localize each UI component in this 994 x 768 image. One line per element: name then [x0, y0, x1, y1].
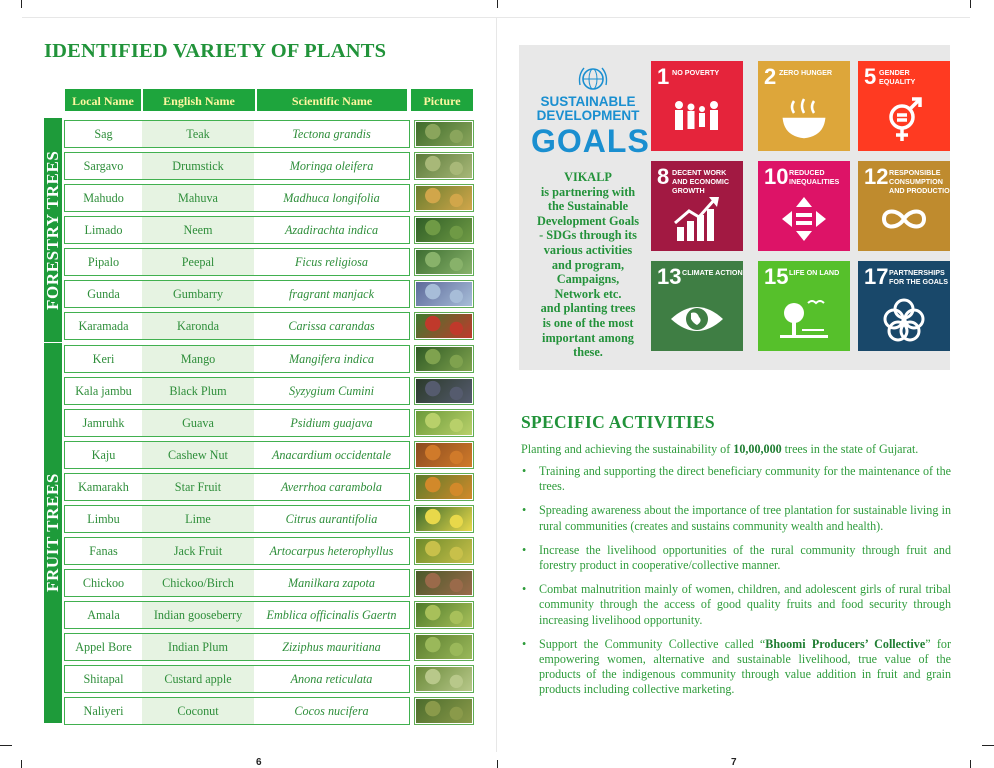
plant-row	[64, 310, 494, 342]
english-name-cell: Peepal	[142, 248, 254, 276]
sdg-goal-number: 15	[764, 264, 789, 289]
english-name-cell: Teak	[142, 120, 254, 148]
english-name-cell: Indian Plum	[142, 633, 254, 661]
plant-photo	[414, 537, 474, 565]
plant-photo	[414, 505, 474, 533]
english-name-cell: Cashew Nut	[142, 441, 254, 469]
crop-mark	[497, 760, 498, 768]
un-emblem-icon	[575, 65, 611, 95]
local-name-cell: Chickoo	[64, 569, 142, 597]
plant-photo-image	[416, 539, 472, 563]
collective-name: Bhoomi Producers’ Collective	[765, 636, 926, 651]
activity-item: • Training and supporting the direct beneficiary community for the maintenance of the trees.	[521, 464, 951, 494]
scientific-name-cell: Tectona grandis	[254, 120, 410, 148]
fruit-section-label: FRUIT TREES	[43, 473, 62, 593]
crop-mark	[0, 745, 12, 746]
column-header-picture: Picture	[410, 88, 474, 112]
local-name-cell: Shitapal	[64, 665, 142, 693]
left-page	[24, 18, 496, 768]
scientific-name-cell: Emblica officinalis Gaertn	[254, 601, 410, 629]
sdg-partner-line: Network etc.	[554, 286, 622, 301]
sdg-goal-number: 17	[864, 264, 889, 289]
scientific-name-cell: Ficus religiosa	[254, 248, 410, 276]
plant-photo-image	[416, 347, 472, 371]
sdg-partner-line: the Sustainable	[547, 199, 629, 214]
plant-row	[64, 535, 494, 567]
plant-row	[64, 246, 494, 278]
sdg-goal-number: 12	[864, 164, 889, 189]
activity-item: • Spreading awareness about the importance of tree plantation for sustainable living in rural communities (creates and sustains community wealth and health).	[521, 503, 951, 533]
sdg-partner-line: is one of the most	[542, 315, 634, 330]
plant-photo	[414, 377, 474, 405]
sdg-partner-line: and planting trees	[540, 301, 636, 316]
plant-photo-image	[416, 667, 472, 691]
crop-mark	[970, 760, 971, 768]
sdg-tile-8	[651, 161, 743, 251]
plant-photo	[414, 409, 474, 437]
english-name-cell: Gumbarry	[142, 280, 254, 308]
scientific-name-cell: Averrhoa carambola	[254, 473, 410, 501]
sdg-tile-2	[758, 61, 850, 151]
plant-row	[64, 439, 494, 471]
activities-title: SPECIFIC ACTIVITIES	[521, 412, 715, 432]
right-page	[499, 18, 971, 768]
local-name-cell: Jamruhk	[64, 409, 142, 437]
plant-photo-image	[416, 475, 472, 499]
column-header-local-name: Local Name	[64, 88, 142, 112]
plant-photo	[414, 697, 474, 725]
local-name-cell: Limado	[64, 216, 142, 244]
scientific-name-cell: Anacardium occidentale	[254, 441, 410, 469]
scientific-name-cell: Madhuca longifolia	[254, 184, 410, 212]
activity-item: • Combat malnutrition mainly of women, children, and adolescent girls of rural tribal community through the access of good quality fruits and food security through increasing livelihood opportunity.	[521, 582, 951, 628]
plant-row	[64, 214, 494, 246]
crop-mark	[970, 0, 971, 8]
sdg-goal-number: 1	[657, 64, 670, 89]
page-number-left: 6	[256, 757, 262, 768]
sdg-partner-line: Development Goals	[536, 213, 640, 228]
plant-photo	[414, 120, 474, 148]
english-name-cell: Lime	[142, 505, 254, 533]
plant-row	[64, 375, 494, 407]
scientific-name-cell: Azadirachta indica	[254, 216, 410, 244]
english-name-cell: Black Plum	[142, 377, 254, 405]
english-name-cell: Guava	[142, 409, 254, 437]
english-name-cell: Coconut	[142, 697, 254, 725]
plant-photo	[414, 633, 474, 661]
plant-photo	[414, 601, 474, 629]
sdg-tile-15	[758, 261, 850, 351]
sdg-goal-label: RESPONSIBLE CONSUMPTION AND PRODUCTION	[889, 168, 955, 195]
activity-item	[521, 637, 951, 698]
plant-row	[64, 407, 494, 439]
sdg-goal-number: 5	[864, 64, 877, 89]
plant-photo-image	[416, 603, 472, 627]
eye-globe-icon	[669, 295, 725, 343]
plant-photo	[414, 569, 474, 597]
scientific-name-cell: Citrus aurantifolia	[254, 505, 410, 533]
local-name-cell: Kala jambu	[64, 377, 142, 405]
english-name-cell: Custard apple	[142, 665, 254, 693]
sdg-partner-text	[527, 170, 649, 360]
scientific-name-cell: Moringa oleifera	[254, 152, 410, 180]
column-header-scientific-name: Scientific Name	[256, 88, 408, 112]
sdg-partner-line: Campaigns,	[556, 272, 620, 287]
plant-photo-image	[416, 411, 472, 435]
local-name-cell: Sargavo	[64, 152, 142, 180]
sdg-goal-label: GENDER EQUALITY	[879, 68, 916, 86]
local-name-cell: Kamarakh	[64, 473, 142, 501]
local-name-cell: Mahudo	[64, 184, 142, 212]
sdg-goal-label: CLIMATE ACTION	[682, 268, 743, 277]
activity-item: • Increase the livelihood opportunities of the rural community through fruit and forestry product in cooperative/collective manner.	[521, 543, 951, 573]
crop-mark	[497, 0, 498, 8]
english-name-cell: Jack Fruit	[142, 537, 254, 565]
crop-mark	[21, 760, 22, 768]
activities-list	[521, 464, 951, 707]
plant-photo	[414, 312, 474, 340]
local-name-cell: Karamada	[64, 312, 142, 340]
plant-row	[64, 631, 494, 663]
crop-mark	[982, 745, 994, 746]
sdg-partner-line: - SDGs through its	[539, 228, 637, 243]
scientific-name-cell: fragrant manjack	[254, 280, 410, 308]
sdg-goal-label: NO POVERTY	[672, 68, 720, 77]
plant-row	[64, 567, 494, 599]
plant-row	[64, 118, 494, 150]
column-header-english-name: English Name	[142, 88, 256, 112]
sdg-goal-label: LIFE ON LAND	[789, 268, 840, 277]
plant-photo	[414, 345, 474, 373]
sdg-partner-line: is partnering with	[540, 184, 636, 199]
english-name-cell: Star Fruit	[142, 473, 254, 501]
intro-text-end: trees in the state of Gujarat.	[781, 442, 919, 456]
english-name-cell: Mango	[142, 345, 254, 373]
local-name-cell: Naliyeri	[64, 697, 142, 725]
english-name-cell: Drumstick	[142, 152, 254, 180]
plant-photo-image	[416, 218, 472, 242]
sdg-partner-line: VIKALP	[564, 170, 612, 184]
sdg-goal-number: 13	[657, 264, 682, 289]
plant-photo-image	[416, 699, 472, 723]
plant-photo	[414, 665, 474, 693]
plant-row	[64, 663, 494, 695]
plant-photo	[414, 441, 474, 469]
sdg-panel	[519, 45, 955, 370]
sdg-goal-number: 10	[764, 164, 789, 189]
activity-text-start: Support the Community Collective called “	[539, 636, 766, 651]
local-name-cell: Limbu	[64, 505, 142, 533]
sdg-tile-5	[858, 61, 950, 151]
plant-photo-image	[416, 635, 472, 659]
english-name-cell: Karonda	[142, 312, 254, 340]
plant-photo	[414, 152, 474, 180]
plant-row	[64, 599, 494, 631]
sdg-goal-label: DECENT WORK AND ECONOMIC GROWTH	[672, 168, 730, 195]
plant-row	[64, 343, 494, 375]
scientific-name-cell: Manilkara zapota	[254, 569, 410, 597]
plant-photo-image	[416, 122, 472, 146]
plant-photo-image	[416, 507, 472, 531]
plant-row	[64, 278, 494, 310]
equality-arrows-icon	[776, 195, 832, 243]
plant-row	[64, 695, 494, 727]
plants-title: IDENTIFIED VARIETY OF PLANTS	[44, 40, 387, 62]
bowl-icon	[776, 95, 832, 143]
plant-photo	[414, 280, 474, 308]
growth-chart-icon	[669, 195, 725, 243]
sdg-goal-number: 2	[764, 64, 777, 89]
local-name-cell: Keri	[64, 345, 142, 373]
english-name-cell: Neem	[142, 216, 254, 244]
family-icon	[669, 95, 725, 143]
local-name-cell: Fanas	[64, 537, 142, 565]
activities-intro	[521, 442, 951, 457]
plant-photo-image	[416, 443, 472, 467]
tree-icon	[776, 295, 832, 343]
crop-mark	[21, 0, 22, 8]
sdg-logo-goals: GOALS	[531, 123, 650, 159]
plant-row	[64, 471, 494, 503]
sdg-goal-label: REDUCED INEQUALITIES	[789, 168, 840, 186]
plant-photo	[414, 184, 474, 212]
sdg-tile-1	[651, 61, 743, 151]
plant-photo-image	[416, 186, 472, 210]
plant-photo-image	[416, 154, 472, 178]
scientific-name-cell: Psidium guajava	[254, 409, 410, 437]
plant-row	[64, 182, 494, 214]
plant-photo-image	[416, 250, 472, 274]
intro-text-start: Planting and achieving the sustainability of	[521, 442, 734, 456]
local-name-cell: Gunda	[64, 280, 142, 308]
local-name-cell: Kaju	[64, 441, 142, 469]
plant-photo-image	[416, 314, 472, 338]
local-name-cell: Amala	[64, 601, 142, 629]
gender-icon	[876, 95, 932, 143]
sdg-logo-line2: DEVELOPMENT	[536, 108, 640, 123]
activity-text-end: ” for empowering women, alternative and sustainable livelihood, true value of the products of the indigenous community through value addition in fruit and grain products including collective marketing.	[539, 636, 951, 697]
sdg-logo-line1: SUSTAINABLE	[540, 94, 636, 109]
sdg-goal-label: PARTNERSHIPS FOR THE GOALS	[889, 268, 949, 286]
english-name-cell: Chickoo/Birch	[142, 569, 254, 597]
sdg-partner-line: various activities	[543, 242, 633, 257]
scientific-name-cell: Carissa carandas	[254, 312, 410, 340]
sdg-tile-10	[758, 161, 850, 251]
local-name-cell: Sag	[64, 120, 142, 148]
sdg-tile-17	[858, 261, 950, 351]
plant-row	[64, 150, 494, 182]
sdg-partner-line: these.	[573, 345, 603, 360]
page-edge-gutter	[496, 17, 497, 752]
plant-photo	[414, 216, 474, 244]
sdg-tile-13	[651, 261, 743, 351]
scientific-name-cell: Anona reticulata	[254, 665, 410, 693]
scientific-name-cell: Ziziphus mauritiana	[254, 633, 410, 661]
plant-table	[44, 88, 494, 728]
rings-icon	[876, 295, 932, 343]
sdg-goal-number: 8	[657, 164, 670, 189]
sdg-goal-label: ZERO HUNGER	[779, 68, 833, 77]
english-name-cell: Indian gooseberry	[142, 601, 254, 629]
english-name-cell: Mahuva	[142, 184, 254, 212]
local-name-cell: Appel Bore	[64, 633, 142, 661]
infinity-icon	[876, 195, 932, 243]
plant-row	[64, 503, 494, 535]
scientific-name-cell: Cocos nucifera	[254, 697, 410, 725]
forestry-section-label: FORESTRY TREES	[43, 150, 62, 310]
page-number-right: 7	[731, 757, 737, 768]
intro-tree-count: 10,00,000	[733, 442, 782, 456]
plant-photo-image	[416, 282, 472, 306]
local-name-cell: Pipalo	[64, 248, 142, 276]
scientific-name-cell: Artocarpus heterophyllus	[254, 537, 410, 565]
plant-photo	[414, 473, 474, 501]
scientific-name-cell: Syzygium Cumini	[254, 377, 410, 405]
sdg-tile-12	[858, 161, 955, 251]
sdg-partner-line: important among	[542, 330, 634, 345]
sdg-partner-line: and program,	[551, 257, 625, 272]
plant-photo-image	[416, 379, 472, 403]
scientific-name-cell: Mangifera indica	[254, 345, 410, 373]
plant-photo	[414, 248, 474, 276]
plant-photo-image	[416, 571, 472, 595]
